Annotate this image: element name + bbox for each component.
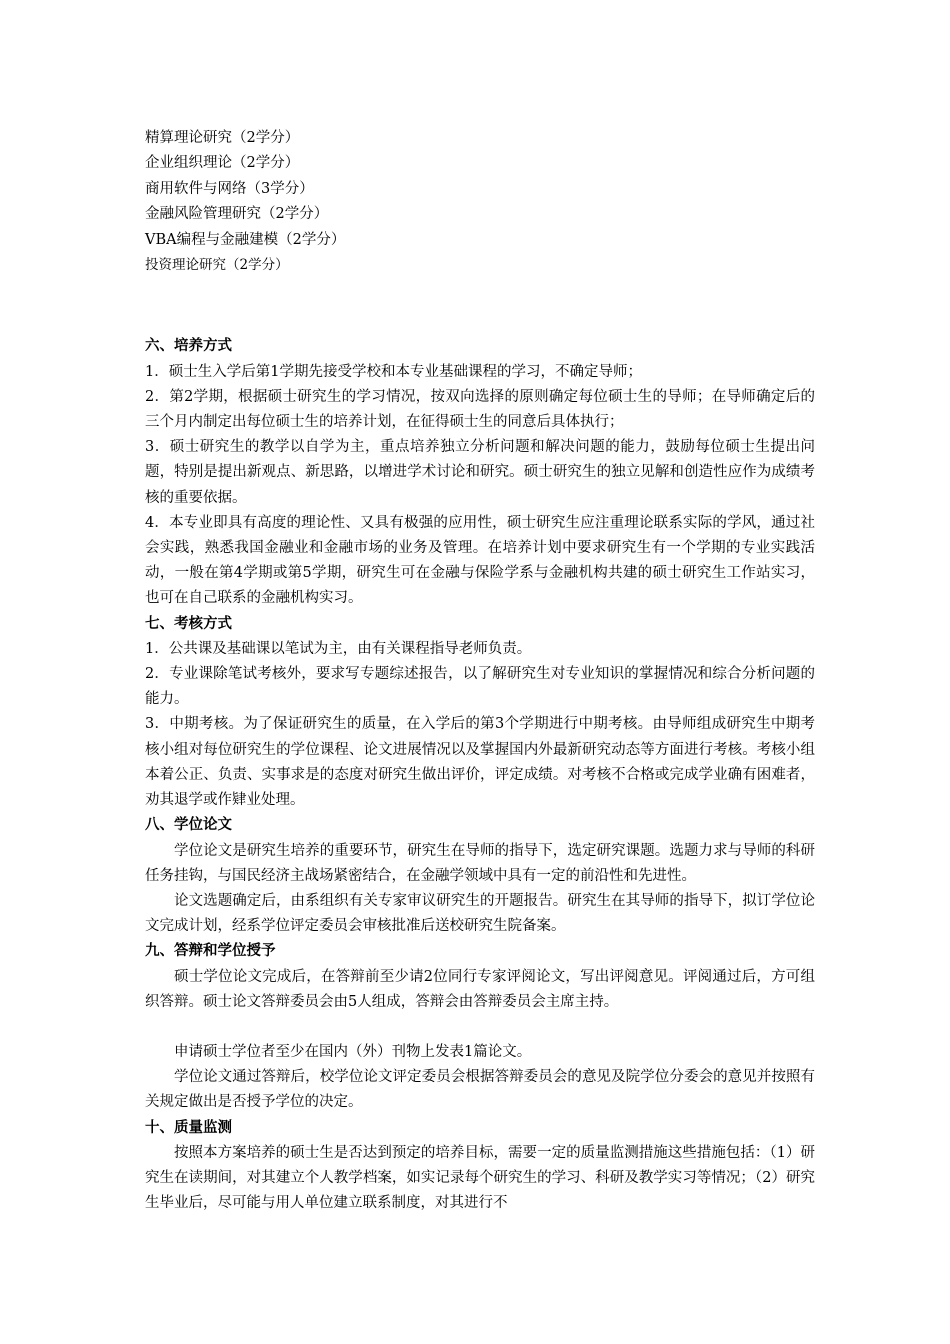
section-heading-assessment: 七、考核方式 xyxy=(145,615,232,632)
defense-paragraph: 学位论文通过答辩后，校学位论文评定委员会根据答辩委员会的意见及院学位分委会的意见并按照有关规定做出是否授予学位的决定。 xyxy=(145,1069,815,1111)
training-item: 2．第2学期，根据硕士研究生的学习情况，按双向选择的原则确定每位硕士生的导师；在导师确定后的三个月内制定出每位硕士生的培养计划，在征得硕士生的同意后具体执行； xyxy=(145,388,815,431)
section-heading-defense: 九、答辩和学位授予 xyxy=(145,943,276,960)
course-list xyxy=(145,126,815,278)
section-heading-training: 六、培养方式 xyxy=(145,338,232,355)
spacer xyxy=(145,1015,815,1040)
assessment-item: 3．中期考核。为了保证研究生的质量，在入学后的第3个学期进行中期考核。由导师组成研究生中期考核小组对每位研究生的学位课程、论文进展情况以及掌握国内外最新研究动态等方面进行考核。考核小组本着公正、负责、实事求是的态度对研究生做出评价，评定成绩。对考核不合格或完成学业确有困难者，劝其退学或作肄业处理。 xyxy=(145,716,815,809)
training-item: 1．硕士生入学后第1学期先接受学校和本专业基础课程的学习，不确定导师； xyxy=(145,363,642,380)
defense-paragraph: 申请硕士学位者至少在国内（外）刊物上发表1篇论文。 xyxy=(174,1043,532,1060)
thesis-paragraph: 学位论文是研究生培养的重要环节，研究生在导师的指导下，选定研究课题。选题力求与导师的科研任务挂钩，与国民经济主战场紧密结合，在金融学领域中具有一定的前沿性和先进性。 xyxy=(145,842,815,884)
course-item: 企业组织理论（2学分） xyxy=(145,155,300,172)
thesis-paragraph: 论文选题确定后，由系组织有关专家审议研究生的开题报告。研究生在其导师的指导下，拟订学位论文完成计划，经系学位评定委员会审核批准后送校研究生院备案。 xyxy=(145,892,815,935)
section-heading-thesis: 八、学位论文 xyxy=(145,817,232,834)
assessment-item: 1．公共课及基础课以笔试为主，由有关课程指导老师负责。 xyxy=(145,640,532,657)
assessment-item: 2．专业课除笔试考核外，要求写专题综述报告，以了解研究生对专业知识的掌握情况和综合分析问题的能力。 xyxy=(145,666,815,708)
training-item: 4．本专业即具有高度的理论性、又具有极强的应用性，硕士研究生应注重理论联系实际的学风，通过社会实践，熟悉我国金融业和金融市场的业务及管理。在培养计划中要求研究生有一个学期的专业实践活动，一般在第4学期或第5学期，研究生可在金融与保险学系与金融机构共建的硕士研究生工作站实习，也可在自己联系的金融机构实习。 xyxy=(145,514,815,607)
course-item: 精算理论研究（2学分） xyxy=(145,130,300,146)
training-item: 3．硕士研究生的教学以自学为主，重点培养独立分析问题和解决问题的能力，鼓励每位硕士生提出问题，特别是提出新观点、新思路，以增进学术讨论和研究。硕士研究生的独立见解和创造性应作为成绩考核的重要依据。 xyxy=(145,439,815,506)
quality-paragraph: 按照本方案培养的硕士生是否达到预定的培养目标，需要一定的质量监测措施这些措施包括：（1）研究生在读期间，对其建立个人教学档案，如实记录每个研究生的学习、科研及教学实习等情况；（2）研究生毕业后，尽可能与用人单位建立联系制度，对其进行不 xyxy=(145,1144,815,1212)
course-item: VBA编程与金融建模（2学分） xyxy=(145,231,346,248)
section-heading-quality: 十、质量监测 xyxy=(145,1119,232,1136)
course-item: 金融风险管理研究（2学分） xyxy=(145,206,329,223)
course-item: 商用软件与网络（3学分） xyxy=(145,180,314,197)
defense-paragraph: 硕士学位论文完成后，在答辩前至少请2位同行专家评阅论文，写出评阅意见。评阅通过后，方可组织答辩。硕士论文答辩委员会由5人组成，答辩会由答辩委员会主席主持。 xyxy=(145,968,815,1010)
document-page xyxy=(145,126,815,1216)
spacer xyxy=(145,278,815,334)
course-item: 投资理论研究（2学分） xyxy=(145,257,289,274)
